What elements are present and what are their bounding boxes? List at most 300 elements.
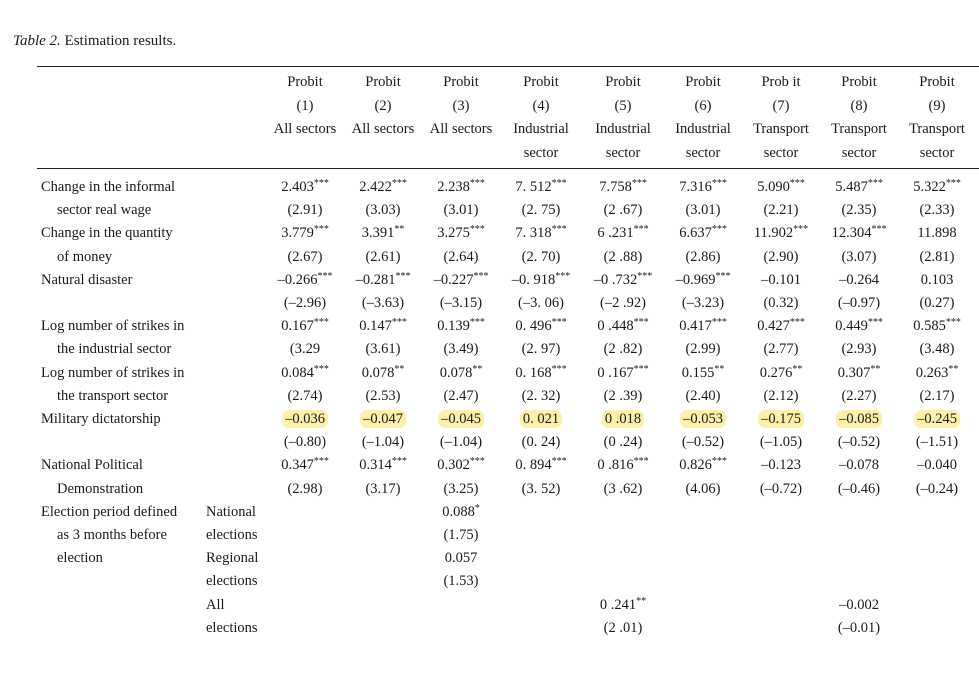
significance-stars: ***: [313, 317, 329, 329]
cell-value: (3.17): [365, 480, 401, 497]
table-cell: [604, 248, 643, 266]
row-sublabel: National: [206, 503, 256, 520]
significance-stars: *: [474, 502, 480, 514]
cell-value: (0 .24): [603, 434, 643, 451]
cell-value: (–0.46): [837, 480, 881, 497]
cell-value: (2 .88): [603, 248, 643, 265]
cell-value: 0 .448: [597, 318, 634, 335]
table-cell: [760, 364, 803, 382]
significance-stars: ***: [711, 317, 727, 329]
column-header-model: Probit: [287, 74, 323, 90]
header-rule: [37, 168, 979, 169]
cell-value: (1.75): [443, 527, 479, 543]
cell-value: (–1.04): [361, 434, 405, 451]
cell-value: 11.898: [917, 225, 957, 242]
cell-value: 0. 168: [515, 364, 552, 381]
cell-value: (2.93): [841, 341, 877, 358]
cell-value: 0.155: [681, 364, 715, 381]
significance-stars: **: [394, 363, 405, 375]
cell-value: 11.902: [753, 225, 794, 242]
significance-stars: ***: [469, 456, 485, 468]
table-cell: [362, 224, 405, 242]
cell-value: 0.307: [837, 364, 871, 381]
table-cell: [600, 596, 646, 614]
cell-value: (–3. 06): [518, 295, 564, 311]
table-cell: [679, 224, 727, 242]
cell-value: 0. 496: [515, 318, 552, 335]
significance-stars: ***: [317, 270, 333, 282]
table-cell: [919, 201, 954, 219]
column-header-num: (4): [532, 98, 550, 114]
table-cell: [434, 271, 489, 289]
significance-stars: **: [472, 363, 483, 375]
cell-value: –0 .732: [593, 271, 638, 288]
table-cell: [515, 224, 566, 242]
row-label: the transport sector: [57, 387, 169, 404]
table-cell: [362, 294, 404, 312]
cell-value: (2 .67): [603, 202, 643, 219]
cell-value: 7. 512: [515, 179, 552, 195]
cell-value: –0.045: [441, 411, 481, 427]
significance-stars: ***: [867, 317, 883, 329]
table-cell: [841, 201, 876, 219]
significance-stars: **: [792, 363, 803, 375]
significance-stars: ***: [793, 224, 809, 236]
cell-value: (2.74): [287, 387, 323, 404]
table-cell: [763, 294, 798, 312]
column-header-num: (2): [374, 98, 392, 114]
table-cell: [679, 317, 727, 335]
significance-stars: **: [394, 224, 405, 236]
table-cell: [754, 224, 808, 242]
cell-value: (4.06): [685, 480, 721, 497]
column-header-sector1: Industrial: [675, 121, 731, 137]
table-cell: [914, 410, 960, 428]
column-header-model: Probit: [685, 74, 721, 90]
cell-value: (2.40): [685, 387, 721, 404]
table-cell: [838, 364, 881, 382]
column-header-sector1: Transport: [909, 121, 965, 137]
table-cell: [290, 340, 320, 358]
table-cell: [763, 201, 798, 219]
cell-value: –0.047: [363, 411, 403, 427]
table-cell: [443, 248, 478, 266]
cell-value: 0.449: [835, 318, 868, 335]
table-cell: [838, 294, 880, 312]
column-header-num: (1): [296, 98, 314, 114]
cell-value: 0.585: [913, 318, 946, 335]
cell-value: 0.167: [281, 318, 314, 335]
table-cell: [841, 387, 876, 405]
cell-value: (–1.04): [439, 434, 483, 451]
cell-value: (2.35): [841, 202, 877, 219]
cell-value: –0.078: [839, 457, 879, 474]
cell-value: (–3.23): [681, 295, 725, 311]
table-cell: [597, 224, 648, 242]
column-header-sector1: Industrial: [595, 121, 651, 137]
significance-stars: ***: [711, 456, 727, 468]
significance-stars: ***: [313, 363, 329, 375]
table-cell: [281, 456, 329, 474]
table-cell: [520, 410, 562, 428]
table-cell: [515, 364, 566, 382]
table-cell: [836, 410, 882, 428]
column-header-sector1: Transport: [753, 121, 809, 137]
row-label: Change in the quantity: [41, 225, 173, 242]
significance-stars: ***: [633, 456, 649, 468]
significance-stars: ***: [551, 317, 567, 329]
cell-value: 0.078: [439, 364, 473, 381]
table-cell: [913, 317, 961, 335]
cell-value: (2.33): [919, 202, 955, 219]
cell-value: (–0.24): [915, 480, 959, 497]
column-header-model: Probit: [841, 74, 877, 90]
table-cell: [522, 433, 561, 451]
table-cell: [604, 387, 643, 405]
significance-stars: ***: [789, 317, 805, 329]
table-cell: [445, 549, 478, 567]
cell-value: (3.01): [685, 202, 721, 219]
significance-stars: ***: [867, 178, 883, 189]
column-header-model: Probit: [365, 74, 401, 90]
table-cell: [594, 271, 653, 289]
table-cell: [919, 340, 954, 358]
table-cell: [680, 410, 726, 428]
cell-value: (–0.01): [837, 619, 881, 636]
cell-value: 2.403: [281, 179, 314, 195]
cell-value: 12.304: [831, 225, 872, 242]
column-header-sector2: sector: [605, 145, 641, 161]
row-sublabel: All: [206, 596, 225, 613]
cell-value: 0.078: [361, 364, 395, 381]
cell-value: (3.61): [365, 341, 401, 358]
cell-value: (–2.96): [283, 295, 327, 311]
table-cell: [913, 178, 961, 196]
table-cell: [359, 178, 407, 196]
table-cell: [919, 294, 954, 312]
table-cell: [685, 387, 720, 405]
cell-value: 0.302: [437, 457, 470, 474]
cell-value: 5.090: [757, 179, 790, 195]
table-cell: [281, 364, 329, 382]
table-cell: [838, 433, 880, 451]
row-sublabel: elections: [206, 573, 258, 590]
table-cell: [512, 271, 571, 289]
column-header-sector2: sector: [685, 145, 721, 161]
cell-value: 3.391: [361, 225, 395, 242]
column-header-model: Probit: [605, 74, 641, 90]
column-header-sector2: sector: [919, 145, 955, 161]
significance-stars: ***: [945, 317, 961, 329]
table-cell: [597, 364, 648, 382]
cell-value: (2.21): [763, 202, 799, 219]
table-cell: [438, 410, 484, 428]
cell-value: (2.98): [287, 480, 323, 497]
table-cell: [443, 387, 478, 405]
cell-value: 0 .816: [597, 457, 634, 474]
table-cell: [443, 526, 478, 544]
table-cell: [440, 294, 482, 312]
cell-value: 0.057: [444, 550, 478, 567]
table-cell: [835, 317, 883, 335]
cell-value: (2.67): [287, 248, 323, 265]
significance-stars: ***: [391, 456, 407, 468]
cell-value: 2.238: [437, 179, 470, 195]
cell-value: (2.81): [919, 248, 955, 265]
cell-value: (3.48): [919, 341, 955, 358]
cell-value: (2.12): [763, 387, 799, 404]
cell-value: 0.826: [679, 457, 712, 474]
cell-value: (2. 97): [521, 341, 561, 358]
cell-value: (2.47): [443, 387, 479, 404]
cell-value: –0.040: [917, 457, 957, 474]
cell-value: (3. 52): [521, 480, 561, 497]
significance-stars: **: [636, 595, 647, 607]
cell-value: (2. 75): [521, 202, 561, 219]
table-cell: [757, 178, 805, 196]
cell-value: (3.01): [443, 202, 479, 219]
table-cell: [685, 201, 720, 219]
cell-value: –0.264: [839, 271, 879, 288]
table-cell: [841, 248, 876, 266]
table-cell: [763, 248, 798, 266]
significance-stars: **: [948, 363, 959, 375]
cell-value: 0.103: [920, 271, 954, 288]
cell-value: (–1.51): [915, 434, 959, 451]
significance-stars: ***: [555, 270, 571, 282]
table-cell: [839, 271, 879, 289]
row-sublabel: Regional: [206, 550, 259, 567]
significance-stars: ***: [633, 363, 649, 375]
table-cell: [365, 387, 400, 405]
row-label: Log number of strikes in: [41, 364, 185, 381]
cell-value: (2.90): [763, 248, 799, 265]
significance-stars: ***: [789, 178, 805, 189]
cell-value: (2 .82): [603, 341, 643, 358]
significance-stars: ***: [551, 363, 567, 375]
table-cell: [522, 480, 561, 498]
cell-value: –0.281: [355, 271, 396, 288]
row-sublabel: elections: [206, 619, 258, 636]
table-cell: [365, 248, 400, 266]
cell-value: (–3.15): [439, 295, 483, 311]
cell-value: (2.77): [763, 341, 799, 358]
table-cell: [760, 433, 802, 451]
table-cell: [443, 572, 478, 590]
significance-stars: ***: [469, 317, 485, 329]
column-header-num: (9): [928, 98, 946, 114]
cell-value: –0.227: [433, 271, 474, 288]
table-cell: [522, 201, 561, 219]
significance-stars: ***: [391, 178, 407, 189]
column-header-model: Probit: [443, 74, 479, 90]
table-cell: [602, 410, 644, 428]
table-cell: [359, 456, 407, 474]
table-cell: [365, 480, 400, 498]
row-label: Military dictatorship: [41, 411, 161, 427]
significance-stars: ***: [633, 224, 649, 236]
cell-value: (–3.63): [361, 295, 405, 311]
table-cell: [597, 317, 648, 335]
table-cell: [916, 433, 958, 451]
row-label: National Political: [41, 457, 143, 474]
cell-value: (–0.80): [283, 434, 327, 451]
row-label: election: [57, 550, 103, 567]
table-cell: [443, 480, 478, 498]
cell-value: 0.314: [359, 457, 392, 474]
column-header-num: (8): [850, 98, 868, 114]
significance-stars: ***: [715, 270, 731, 282]
column-header-sector1: All sectors: [351, 121, 415, 137]
table-cell: [760, 480, 802, 498]
table-cell: [682, 294, 724, 312]
cell-value: 0.147: [359, 318, 392, 335]
cell-value: 5.322: [913, 179, 946, 195]
table-cell: [356, 271, 411, 289]
cell-value: 0.088: [442, 503, 475, 520]
table-cell: [838, 480, 880, 498]
significance-stars: ***: [391, 317, 407, 329]
table-cell: [916, 480, 958, 498]
cell-value: –0.085: [839, 411, 879, 427]
column-header-num: (5): [614, 98, 632, 114]
table-cell: [682, 364, 725, 382]
table-cell: [287, 201, 322, 219]
cell-value: (0.32): [763, 295, 799, 311]
table-cell: [685, 340, 720, 358]
table-cell: [360, 410, 406, 428]
significance-stars: ***: [469, 224, 485, 236]
cell-value: 7.316: [679, 179, 712, 195]
table-cell: [761, 456, 801, 474]
cell-value: (2 .39): [603, 387, 643, 404]
table-cell: [522, 340, 561, 358]
cell-value: (0.27): [919, 295, 955, 311]
table-cell: [682, 433, 724, 451]
cell-value: –0.123: [761, 457, 801, 474]
cell-value: 0. 021: [522, 411, 560, 427]
cell-value: (0. 24): [521, 434, 561, 451]
cell-value: (2.99): [685, 341, 721, 358]
table-cell: [515, 456, 566, 474]
cell-value: 0.263: [915, 364, 949, 381]
table-cell: [522, 248, 561, 266]
cell-value: 6.637: [679, 225, 712, 242]
row-label: Change in the informal: [41, 179, 176, 195]
row-sublabel: elections: [206, 527, 258, 543]
cell-value: 0.347: [281, 457, 314, 474]
table-cell: [763, 340, 798, 358]
significance-stars: ***: [551, 224, 567, 236]
table-cell: [437, 456, 485, 474]
table-cell: [916, 364, 959, 382]
row-label: sector real wage: [57, 202, 152, 219]
table-cell: [287, 480, 322, 498]
table-label: Table 2.: [13, 33, 61, 49]
column-header-sector1: All sectors: [273, 121, 337, 137]
significance-stars: ***: [637, 270, 653, 282]
table-cell: [835, 178, 883, 196]
significance-stars: **: [870, 363, 881, 375]
cell-value: –0.002: [839, 596, 879, 613]
cell-value: 0.276: [759, 364, 793, 381]
cell-value: (2. 32): [521, 387, 561, 404]
cell-value: (3.29: [289, 341, 321, 358]
table-cell: [440, 433, 482, 451]
cell-value: (–2 .92): [600, 295, 646, 311]
table-cell: [917, 456, 957, 474]
table-cell: [599, 178, 647, 196]
column-header-sector1: All sectors: [429, 121, 493, 137]
table-cell: [597, 456, 648, 474]
significance-stars: ***: [551, 456, 567, 468]
significance-stars: ***: [469, 178, 485, 189]
table-cell: [604, 480, 643, 498]
table-cell: [281, 178, 329, 196]
column-header-num: (3): [452, 98, 470, 114]
cell-value: (3.03): [365, 202, 401, 219]
table-cell: [442, 503, 480, 521]
cell-value: (3.49): [443, 341, 479, 358]
column-header-num: (7): [772, 98, 790, 114]
cell-value: (2.27): [841, 387, 877, 404]
column-header-sector1: Transport: [831, 121, 887, 137]
row-label: the industrial sector: [57, 341, 172, 358]
significance-stars: ***: [313, 224, 329, 236]
table-cell: [281, 224, 329, 242]
table-cell: [443, 340, 478, 358]
cell-value: –0.175: [761, 411, 801, 427]
cell-value: (–0.97): [837, 295, 881, 311]
cell-value: (3.25): [443, 480, 479, 497]
table-cell: [437, 224, 485, 242]
table-cell: [839, 456, 879, 474]
significance-stars: ***: [551, 178, 567, 189]
significance-stars: ***: [871, 224, 887, 236]
table-cell: [281, 317, 329, 335]
table-cell: [515, 178, 566, 196]
cell-value: 0 .241: [599, 596, 637, 613]
significance-stars: ***: [395, 270, 411, 282]
row-label: Election period defined: [41, 503, 178, 520]
table-cell: [437, 317, 485, 335]
significance-stars: ***: [631, 178, 647, 189]
table-cell: [679, 456, 727, 474]
table-cell: [841, 340, 876, 358]
cell-value: (2.86): [685, 248, 721, 265]
table-cell: [440, 364, 483, 382]
column-header-model: Prob it: [761, 74, 801, 90]
table-cell: [921, 271, 954, 289]
table-cell: [365, 201, 400, 219]
row-label: Demonstration: [57, 480, 144, 497]
cell-value: –0.245: [917, 411, 957, 427]
cell-value: –0.036: [285, 411, 325, 427]
top-rule: [37, 66, 979, 67]
column-header-sector1: Industrial: [513, 121, 569, 137]
cell-value: (2.64): [443, 248, 479, 265]
cell-value: (2 .01): [603, 619, 643, 636]
cell-value: 0.139: [437, 318, 470, 335]
table-cell: [758, 410, 804, 428]
row-label: of money: [57, 248, 113, 265]
cell-value: (3 .62): [603, 480, 643, 497]
table-cell: [685, 480, 720, 498]
table-cell: [287, 387, 322, 405]
cell-value: 2.422: [359, 179, 392, 195]
table-cell: [685, 248, 720, 266]
cell-value: –0. 918: [511, 271, 556, 288]
